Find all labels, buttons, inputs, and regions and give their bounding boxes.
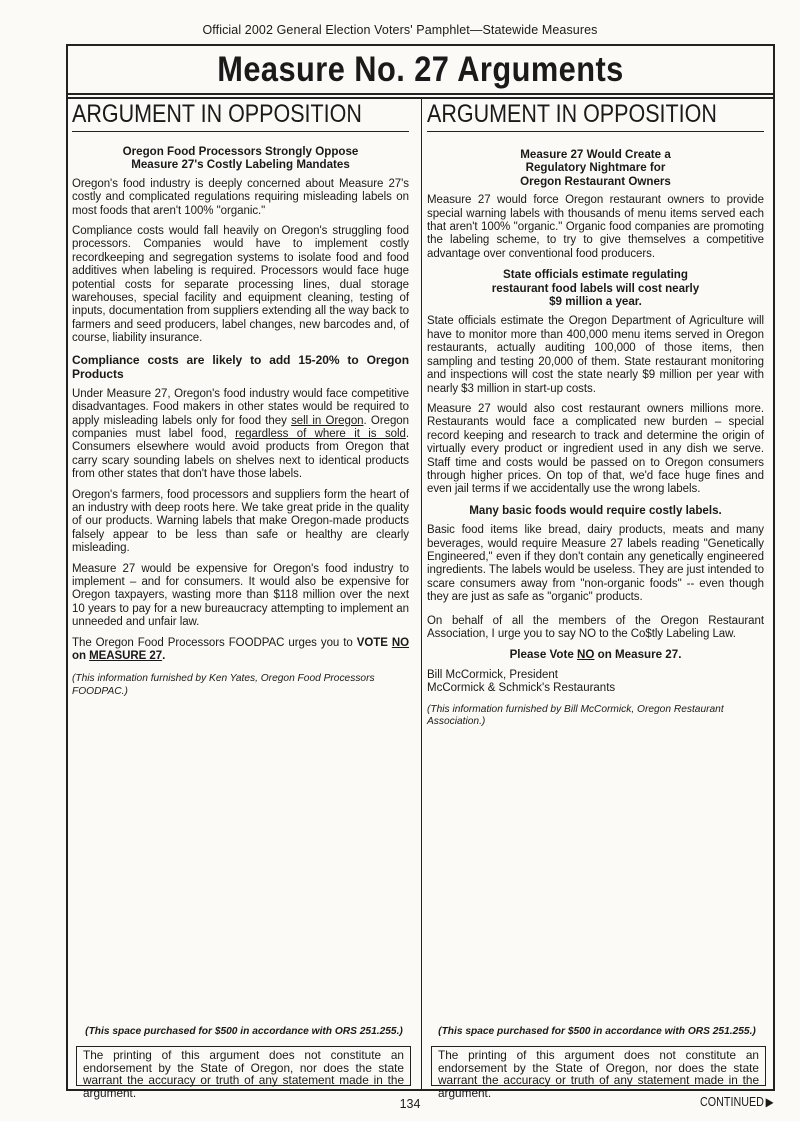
text-run: Please Vote: [509, 648, 578, 662]
left-paragraph-2: Compliance costs would fall heavily on Oregon's struggling food processors. Companies would have to implement costly recordkeeping and segregation systems to isolate food and food additives when labeling is required. Processors would face huge potential costs for separate processing lines, dual storage warehouses, special facility and equipment cleaning, testing of inputs, documentation from suppliers extending all the way back to farmers and seed producers, label changes, new barcodes and, of course, liability insurance.: [72, 225, 409, 345]
left-paragraph-1: Oregon's food industry is deeply concerned about Measure 27's costly and complicated regulations requiring misleading labels on most foods that aren't 100% "organic.": [72, 177, 409, 217]
left-heading-rule: [72, 131, 409, 132]
column-divider: [421, 98, 422, 1089]
left-argument: [72, 98, 409, 1089]
continued-text: CONTINUED: [700, 1095, 764, 1109]
left-heading: ARGUMENT IN OPPOSITION: [72, 100, 362, 128]
right-paragraph-2: State officials estimate the Oregon Department of Agriculture will have to monitor more than 400,000 menu items served in Oregon restaurants, actually auditing 100,000 of those items, then sampling and testing 20,000 of them. State restaurant monitoring and inspections will cost the state nearly $9 million per year with nearly $3 million in start-up costs.: [427, 315, 764, 395]
underlined-text: NO: [577, 648, 595, 662]
title-rule-top: [68, 93, 773, 95]
bold-text: .: [162, 650, 166, 662]
left-paragraph-7: [72, 637, 409, 664]
left-disclaimer-box: The printing of this argument does not constitute an endorsement by the State of Oregon, nor does the state warrant the accuracy or truth of any statement made in the argument.: [76, 1046, 411, 1086]
underlined-bold-text: MEASURE 27: [89, 650, 163, 662]
right-vote-line: [427, 648, 764, 661]
text-run: Under Measure 27, Oregon's food industry would face competitive disadvantages. Food makers in other states would be required to apply misleading labels only for food they: [72, 387, 409, 427]
right-heading: ARGUMENT IN OPPOSITION: [427, 100, 717, 128]
bold-text: VOTE: [356, 636, 392, 649]
underlined-bold-text: NO: [391, 636, 409, 649]
right-purchase-note: (This space purchased for $500 in accordance with ORS 251.255.): [438, 1026, 756, 1037]
right-subhead: Measure 27 Would Create a Regulatory Nightmare for Oregon Restaurant Owners: [520, 148, 671, 188]
right-paragraph-1: Measure 27 would force Oregon restaurant owners to provide special warning labels with thousands of menu items served each that aren't 100% "organic." Organic food companies are promoting the labeling scheme, to try to give themselves a competitive advantage over conventional food producers.: [427, 194, 764, 260]
continued-label: [700, 1095, 774, 1109]
signer-name: Bill McCormick, President: [427, 668, 558, 681]
left-paragraph-4: [72, 388, 409, 482]
page-title: Measure No. 27 Arguments: [217, 50, 624, 89]
right-argument: [427, 98, 764, 1089]
bold-text: on: [72, 650, 90, 662]
page-number: 134: [399, 1097, 421, 1111]
left-paragraph-6: Measure 27 would be expensive for Oregon's food industry to implement – and for consumers. It would also be expensive for Oregon taxpayers, wasting more than $118 million over the next 10 years to pay for a new bureaucracy attempting to implement an unneeded and unfair law.: [72, 562, 409, 629]
text-run: . Oregon companies must label food,: [72, 414, 409, 440]
right-subhead-2: State officials estimate regulating restaurant food labels will cost nearly $9 million a year.: [491, 268, 700, 309]
signer-organization: McCormick & Schmick's Restaurants: [427, 682, 616, 695]
right-paragraph-4: Basic food items like bread, dairy products, meats and many beverages, would require Measure 27 labels reading "Genetically Engineered," even if they don't contain any genetically engineered ingredients. The labels would be useless. They are just intended to scare consumers away from "non-organic foods" -- even though they are just as safe as "organic" products.: [427, 524, 764, 604]
running-head: Official 2002 General Election Voters' Pamphlet—Statewide Measures: [202, 23, 598, 37]
arrow-right-icon: ▶: [765, 1095, 774, 1109]
right-attribution: (This information furnished by Bill McCormick, Oregon Restaurant Association.): [427, 703, 724, 728]
left-purchase-note: (This space purchased for $500 in accordance with ORS 251.255.): [85, 1026, 403, 1037]
right-paragraph-5: On behalf of all the members of the Oregon Restaurant Association, I urge you to say NO to the Co$tly Labeling Law.: [427, 614, 764, 640]
right-paragraph-3: Measure 27 would also cost restaurant owners millions more. Restaurants would face a complicated new burden – special record keeping and research to track and determine the origin of virtually every product or ingredient used in any dish we serve. Staff time and costs would be passed on to Oregon consumers through higher prices. On top of that, we'd face huge fines and even jail terms if we accidentally use the wrong labels.: [427, 402, 764, 496]
left-paragraph-3: Compliance costs are likely to add 15-20% to Oregon Products: [72, 352, 409, 381]
text-run: . Consumers elsewhere would avoid products from Oregon that carry scary sounding labels on shelves next to identical products from other states that don't have those labels.: [72, 427, 410, 481]
page-frame: [66, 44, 775, 1100]
right-disclaimer-box: The printing of this argument does not constitute an endorsement by the State of Oregon, nor does the state warrant the accuracy or truth of any statement made in the argument.: [431, 1046, 766, 1086]
right-heading-rule: [427, 131, 764, 132]
right-subhead-3: Many basic foods would require costly labels.: [469, 503, 722, 517]
left-paragraph-5: Oregon's farmers, food processors and suppliers form the heart of an industry with deep roots here. We take great pride in the quality of our products. Warning labels that make Oregon-made products falsely appear to be less than safe or healthy are clearly misleading.: [72, 488, 409, 555]
left-subhead: Oregon Food Processors Strongly Oppose Measure 27's Costly Labeling Mandates: [122, 145, 359, 172]
text-run: The Oregon Food Processors FOODPAC urges you to: [72, 636, 357, 649]
left-attribution: (This information furnished by Ken Yates, Oregon Food Processors FOODPAC.): [72, 673, 375, 697]
text-run: on Measure 27.: [594, 648, 682, 662]
underlined-text: sell in Oregon: [291, 414, 364, 427]
underlined-text: regardless of where it is sold: [235, 427, 406, 440]
